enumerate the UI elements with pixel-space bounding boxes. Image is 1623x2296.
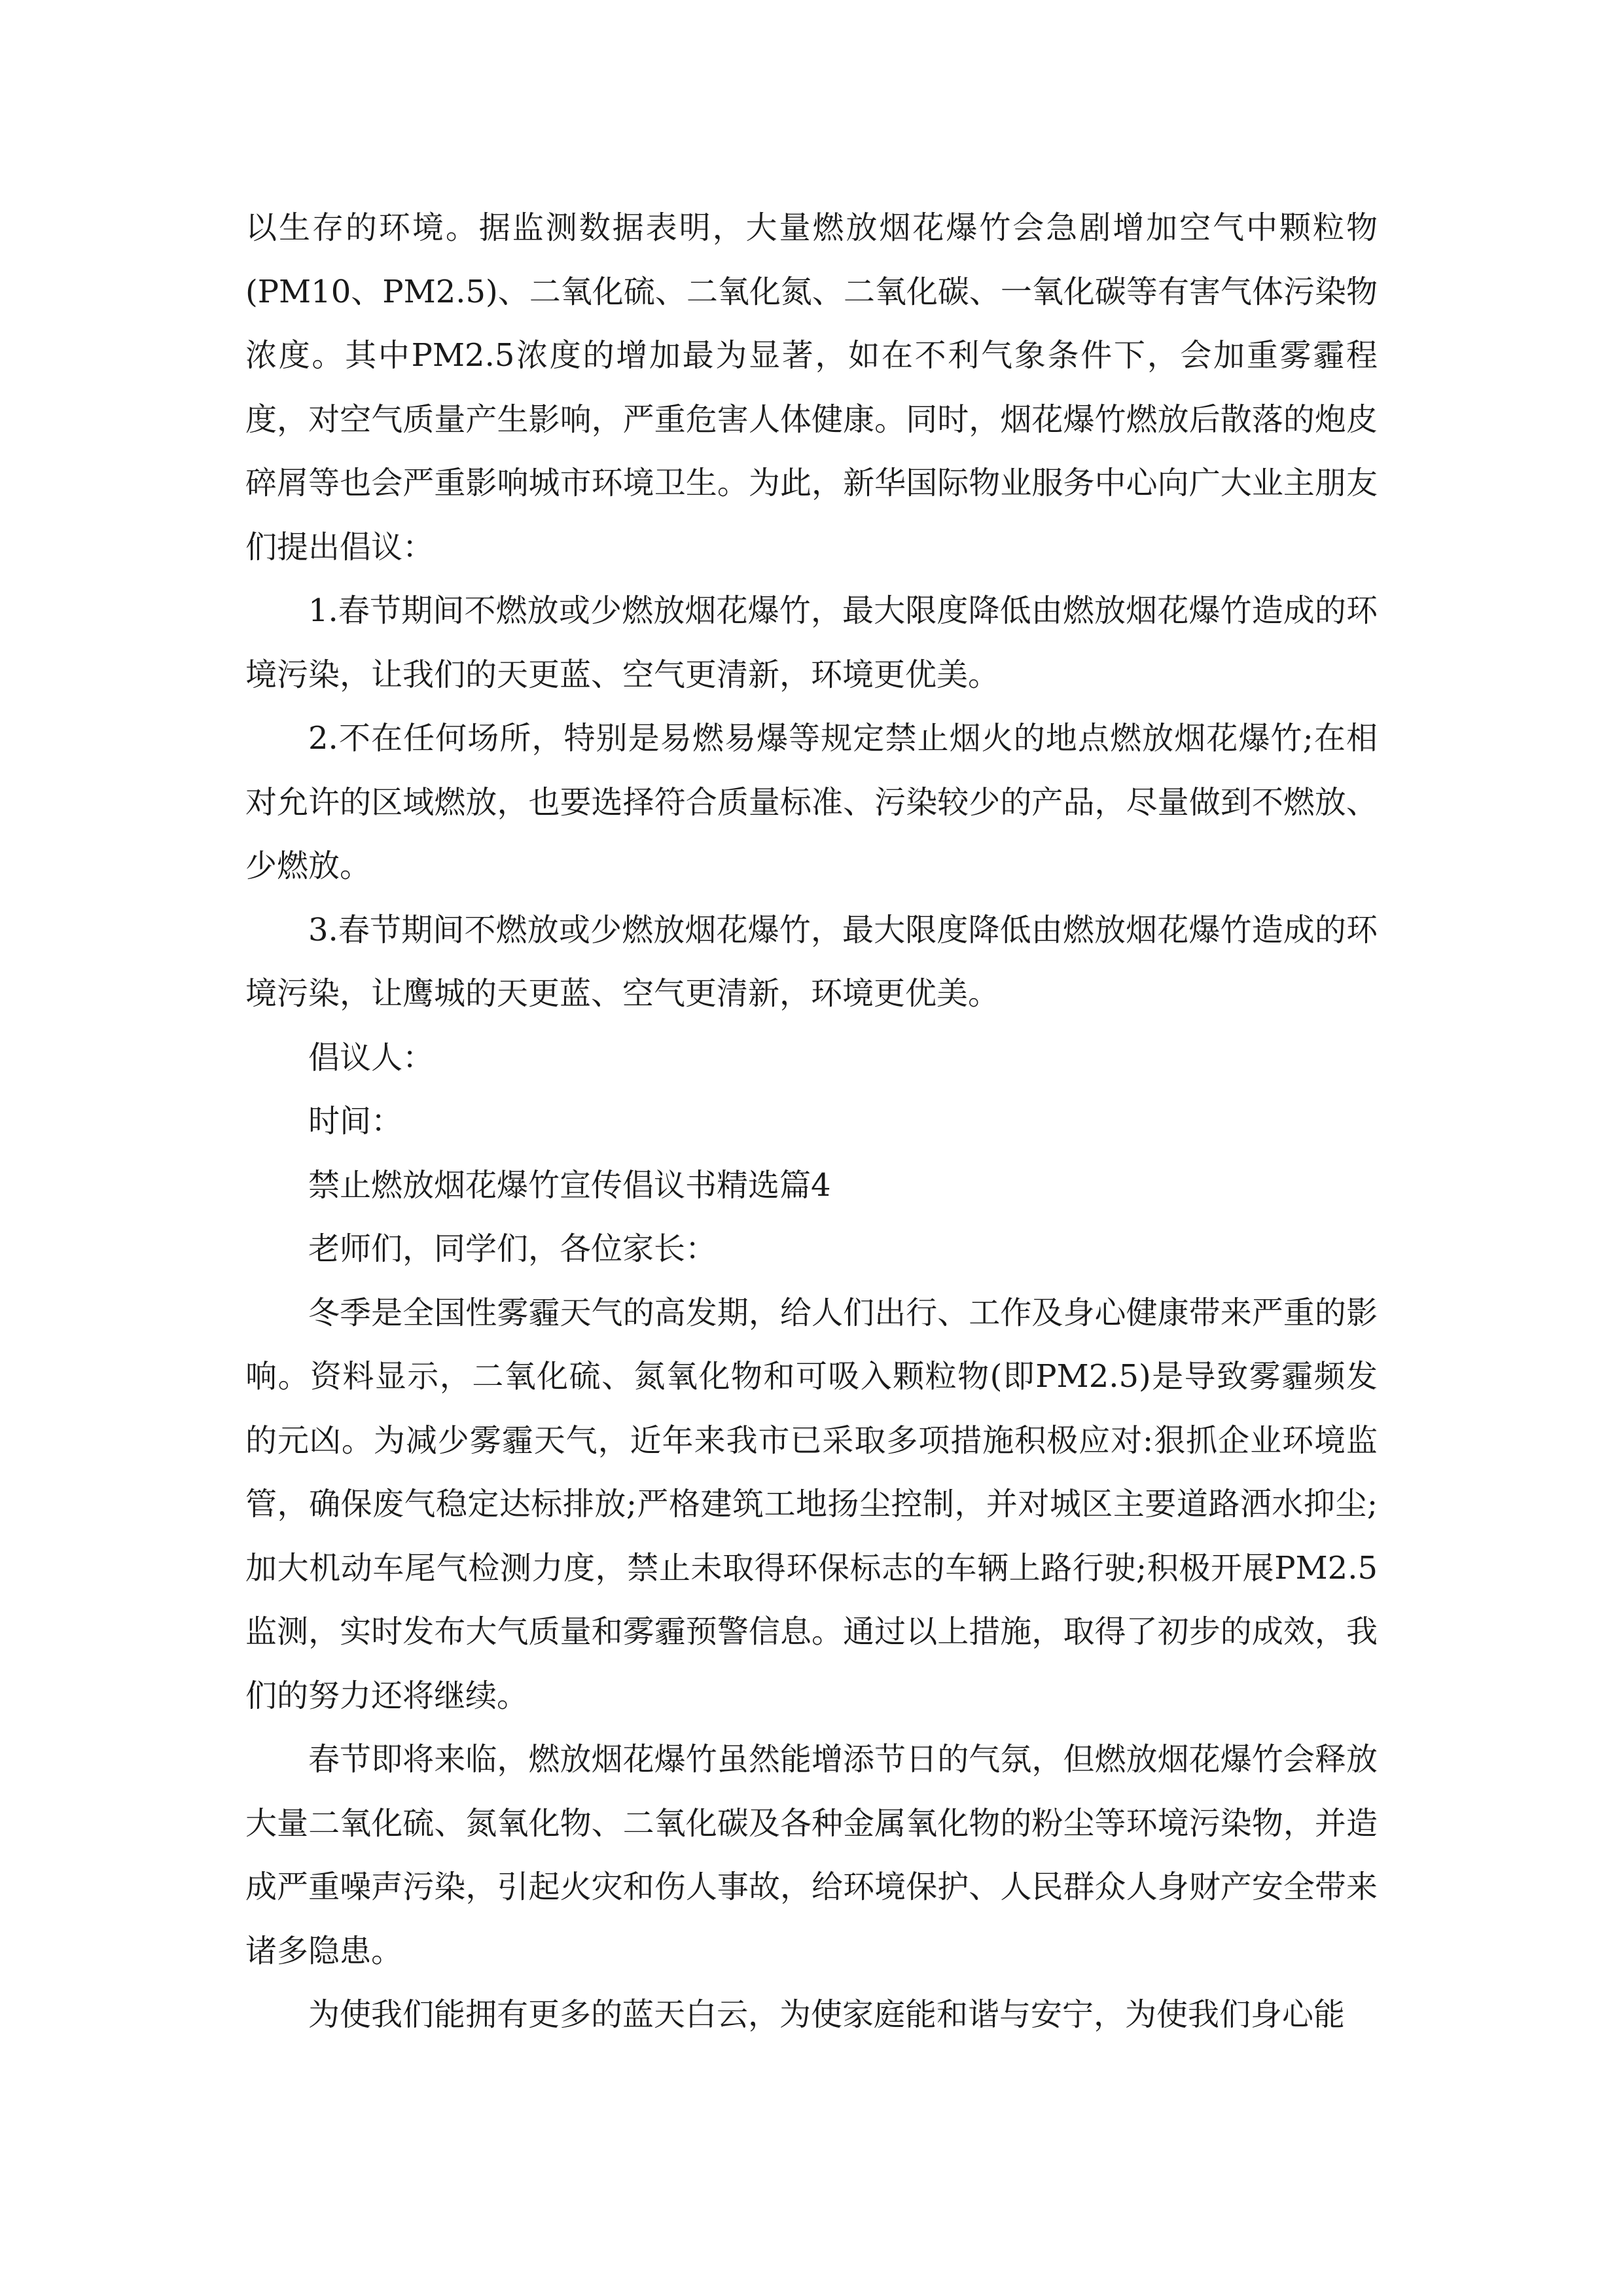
paragraph-continuation: 以生存的环境。据监测数据表明，大量燃放烟花爆竹会急剧增加空气中颗粒物(PM10、PM2.5)、二氧化硫、二氧化氮、二氧化碳、一氧化碳等有害气体污染物浓度。其中PM2.5浓度的增加最为显著，如在不利气象条件下，会加重雾霾程度，对空气质量产生影响，严重危害人体健康。同时，烟花爆竹燃放后散落的炮皮碎屑等也会严重影响城市环境卫生。为此，新华国际物业服务中心向广大业主朋友们提出倡议： (245, 209, 1378, 565)
paragraph-body-2: 春节即将来临，燃放烟花爆竹虽然能增添节日的气氛，但燃放烟花爆竹会释放大量二氧化硫、氮氧化物、二氧化碳及各种金属氧化物的粉尘等环境污染物，并造成严重噪声污染，引起火灾和伤人事故，给环境保护、人民群众人身财产安全带来诸多隐患。 (245, 1741, 1378, 1969)
section-title: 禁止燃放烟花爆竹宣传倡议书精选篇4 (308, 1166, 831, 1204)
document-body (245, 196, 1378, 2047)
paragraph-item-3: 3.春节期间不燃放或少燃放烟花爆竹，最大限度降低由燃放烟花爆竹造成的环境污染，让鹰城的天更蓝、空气更清新，环境更优美。 (245, 911, 1378, 1012)
paragraph-body-1: 冬季是全国性雾霾天气的高发期，给人们出行、工作及身心健康带来严重的影响。资料显示，二氧化硫、氮氧化物和可吸入颗粒物(即PM2.5)是导致雾霾频发的元凶。为减少雾霾天气，近年来我市已采取多项措施积极应对:狠抓企业环境监管，确保废气稳定达标排放;严格建筑工地扬尘控制，并对城区主要道路洒水抑尘;加大机动车尾气检测力度，禁止未取得环保标志的车辆上路行驶;积极开展PM2.5监测，实时发布大气质量和雾霾预警信息。通过以上措施，取得了初步的成效，我们的努力还将继续。 (245, 1294, 1378, 1714)
proposer-line: 倡议人： (308, 1039, 435, 1076)
paragraph-item-1: 1.春节期间不燃放或少燃放烟花爆竹，最大限度降低由燃放烟花爆竹造成的环境污染，让我们的天更蓝、空气更清新，环境更优美。 (245, 592, 1378, 693)
salutation: 老师们，同学们，各位家长： (308, 1230, 717, 1267)
paragraph-body-3: 为使我们能拥有更多的蓝天白云，为使家庭能和谐与安宁，为使我们身心能 (308, 1996, 1346, 2033)
paragraph-item-2: 2.不在任何场所，特别是易燃易爆等规定禁止烟火的地点燃放烟花爆竹;在相对允许的区域燃放，也要选择符合质量标准、污染较少的产品，尽量做到不燃放、少燃放。 (245, 720, 1378, 884)
time-line: 时间： (308, 1103, 403, 1139)
